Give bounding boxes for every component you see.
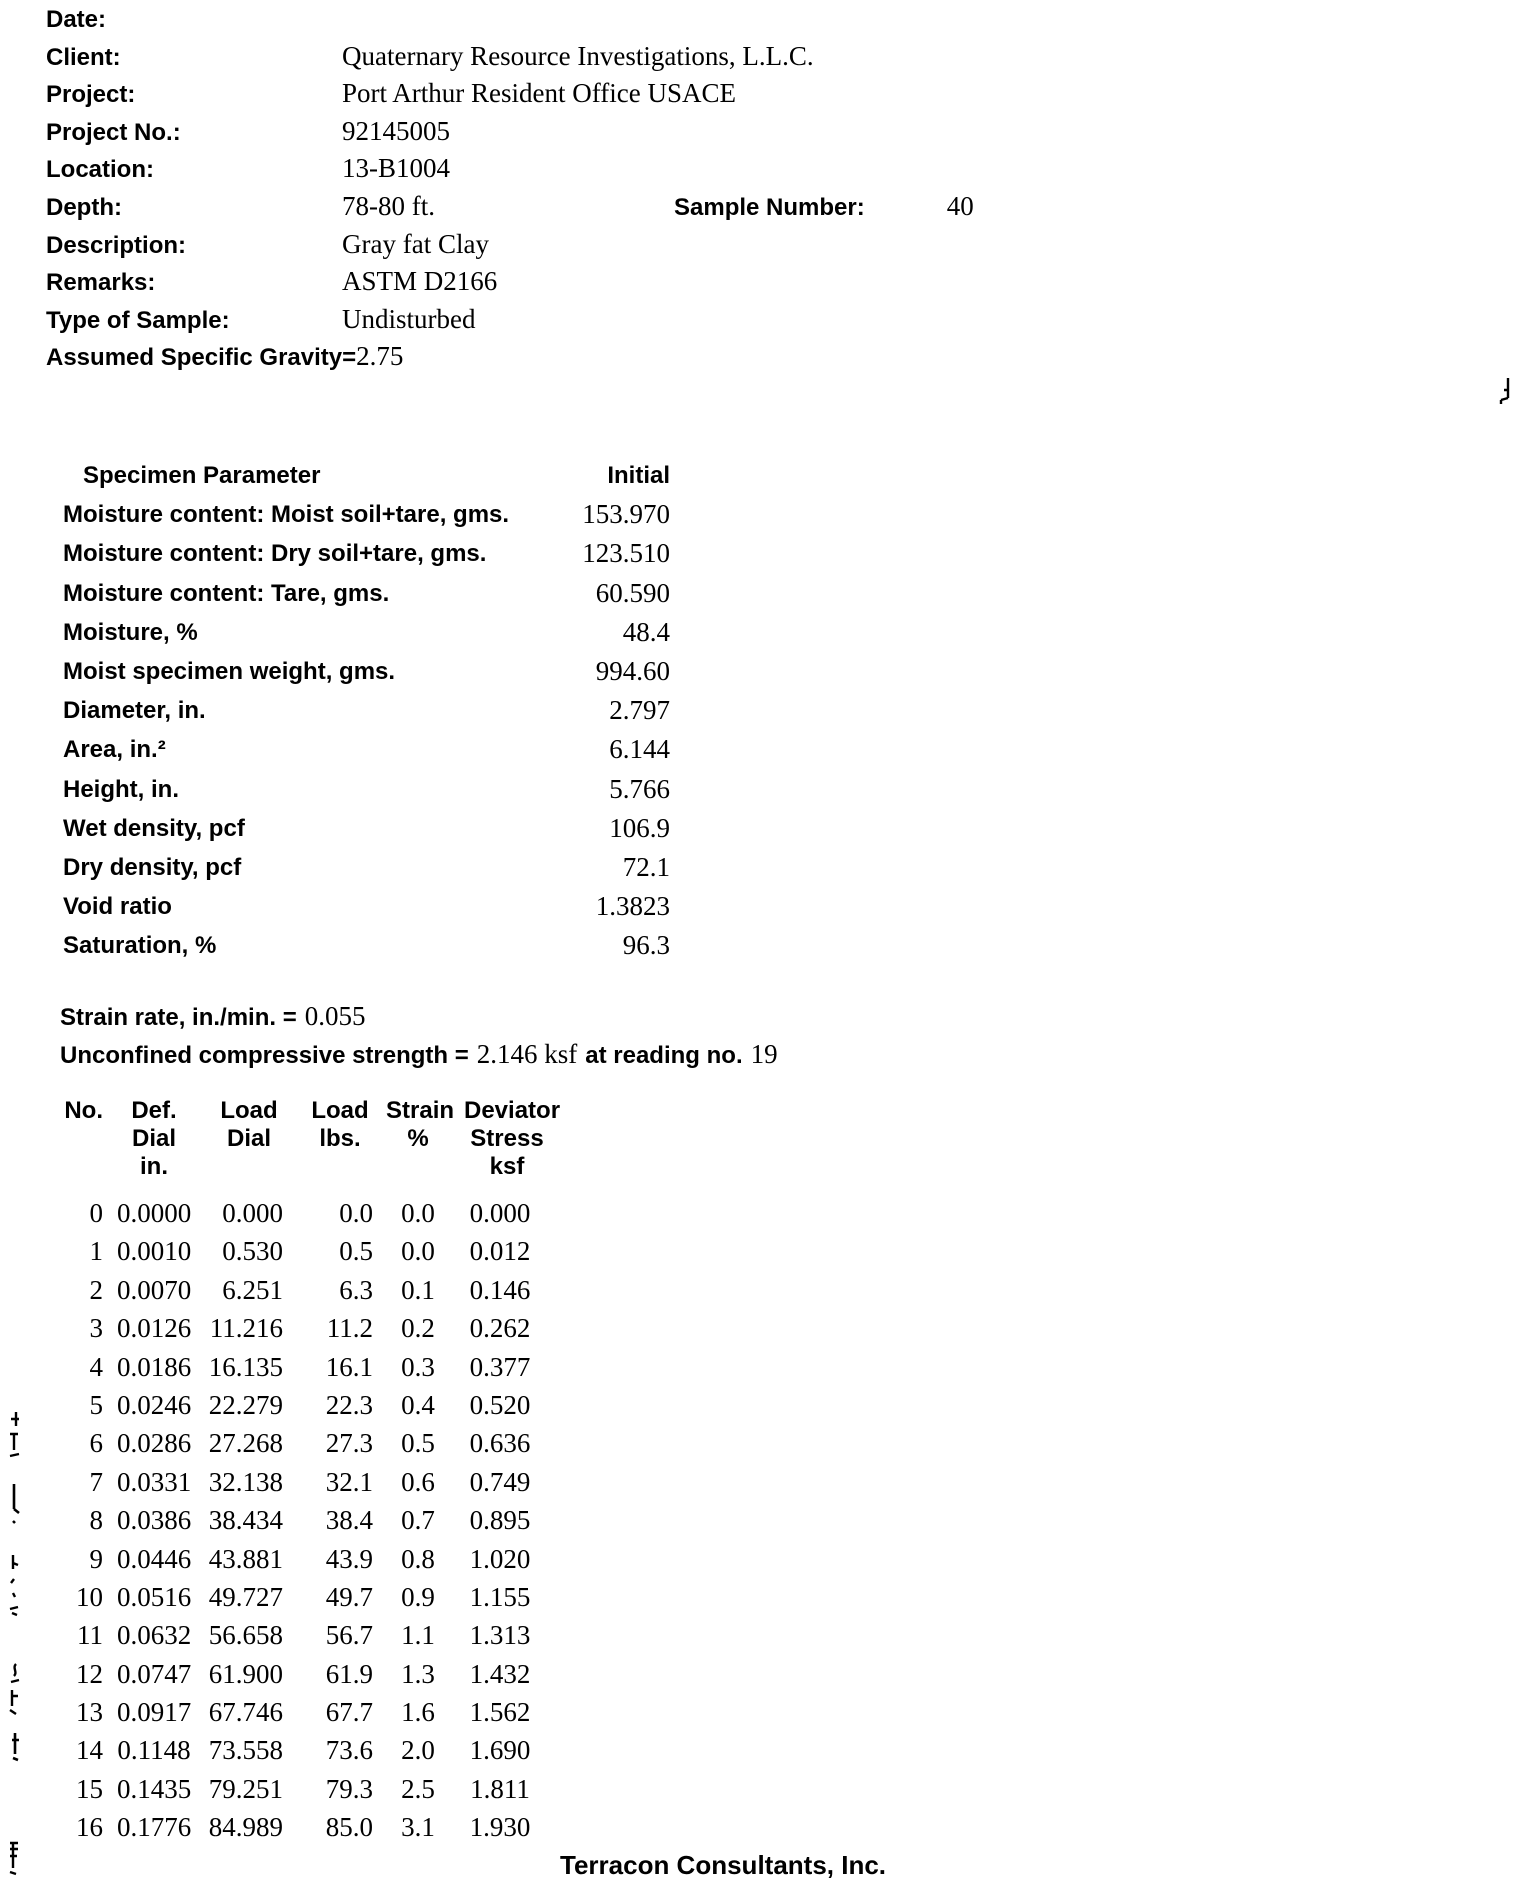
col-header-load-dial: Load Dial (220, 1097, 278, 1152)
cell-no: 13 (76, 1697, 103, 1728)
cell-load-dial: 38.434 (208, 1505, 283, 1536)
cell-deviator: 0.895 (469, 1505, 531, 1536)
readings-table-row (40, 1386, 550, 1424)
col-header-no: No. (64, 1097, 103, 1124)
cell-no: 6 (89, 1428, 103, 1459)
cell-def-dial: 0.0747 (117, 1658, 192, 1689)
header-field-row (46, 75, 1146, 113)
cell-strain: 0.7 (401, 1505, 435, 1536)
footer-company: Terracon Consultants, Inc. (560, 1850, 887, 1880)
cell-def-dial: 0.0010 (117, 1236, 192, 1267)
cell-def-dial: 0.0446 (117, 1543, 192, 1574)
cell-def-dial: 0.0246 (117, 1389, 192, 1420)
field-label: Location: (46, 156, 154, 184)
parameter-value: 96.3 (622, 930, 670, 961)
cell-deviator: 0.377 (469, 1351, 531, 1382)
readings-table-row (40, 1731, 550, 1769)
cell-strain: 3.1 (401, 1812, 435, 1843)
cell-load-lbs: 0.0 (339, 1198, 373, 1228)
cell-deviator: 1.155 (469, 1581, 531, 1612)
cell-no: 10 (76, 1581, 103, 1612)
cell-def-dial: 0.0632 (117, 1620, 192, 1651)
parameter-label: Wet density, pcf (63, 814, 245, 842)
initial-column-header: Initial (607, 462, 670, 489)
cell-no: 0 (89, 1198, 103, 1228)
cell-strain: 1.6 (401, 1697, 435, 1728)
header-field-row (46, 113, 1146, 151)
parameter-label: Moisture, % (63, 618, 198, 646)
cell-no: 5 (89, 1389, 103, 1420)
cell-strain: 0.3 (401, 1351, 435, 1382)
cell-deviator: 0.000 (469, 1198, 531, 1228)
specimen-parameter-header: Specimen Parameter (83, 462, 321, 489)
specimen-table-body (63, 495, 670, 965)
readings-table-row (40, 1463, 550, 1501)
cell-load-dial: 0.530 (222, 1236, 283, 1267)
parameter-label: Saturation, % (63, 932, 217, 960)
specimen-parameter-table (63, 456, 670, 965)
cell-load-lbs: 11.2 (326, 1313, 373, 1344)
cell-load-lbs: 67.7 (325, 1697, 373, 1728)
cell-strain: 0.2 (401, 1313, 435, 1344)
specimen-table-row (63, 652, 670, 691)
ucs-value: 2.146 ksf (476, 1038, 578, 1069)
cell-deviator: 0.520 (469, 1389, 531, 1420)
parameter-label: Area, in.² (63, 736, 166, 764)
ucs-reading-label: at reading no. (585, 1041, 743, 1069)
readings-table-row (40, 1540, 550, 1578)
cell-deviator: 1.811 (470, 1773, 530, 1804)
scan-artifact (8, 1662, 22, 1721)
strain-rate-line (60, 998, 778, 1036)
readings-table-row (40, 1232, 550, 1270)
readings-table-row (40, 1194, 550, 1232)
field-label: Project: (46, 81, 136, 109)
readings-table-row (40, 1501, 550, 1539)
cell-load-lbs: 32.1 (325, 1466, 373, 1497)
parameter-value: 1.3823 (595, 891, 670, 922)
cell-strain: 0.8 (401, 1543, 435, 1574)
cell-load-dial: 16.135 (208, 1351, 283, 1382)
readings-table-header (40, 1097, 561, 1181)
cell-deviator: 0.636 (469, 1428, 531, 1459)
cell-no: 14 (76, 1735, 103, 1766)
strain-rate-label: Strain rate, in./min. = (60, 1004, 297, 1031)
cell-load-dial: 73.558 (208, 1735, 283, 1766)
cell-load-lbs: 49.7 (325, 1581, 373, 1612)
header-field-row (46, 0, 1146, 38)
readings-table-body (40, 1194, 550, 1847)
parameter-value: 106.9 (609, 812, 670, 843)
parameter-label: Moisture content: Moist soil+tare, gms. (63, 501, 510, 529)
specimen-table-row (63, 730, 670, 769)
cell-def-dial: 0.0386 (117, 1505, 192, 1536)
specific-gravity-label: Assumed Specific Gravity= (46, 344, 357, 371)
specimen-table-row (63, 534, 670, 573)
cell-no: 15 (76, 1773, 103, 1804)
parameter-value: 153.970 (582, 499, 670, 530)
cell-deviator: 1.432 (469, 1658, 531, 1689)
cell-deviator: 0.146 (469, 1274, 531, 1305)
field-label: Type of Sample: (46, 306, 230, 334)
parameter-value: 123.510 (582, 538, 670, 569)
cell-strain: 0.0 (401, 1236, 435, 1267)
cell-load-dial: 27.268 (208, 1428, 283, 1459)
sample-number-label: Sample Number: (674, 194, 865, 221)
readings-table-row (40, 1693, 550, 1731)
cell-def-dial: 0.0516 (117, 1581, 192, 1612)
cell-load-dial: 84.989 (208, 1812, 283, 1843)
parameter-value: 5.766 (609, 773, 670, 804)
cell-no: 2 (89, 1274, 103, 1305)
col-header-deviator-stress: Deviator Stress ksf (464, 1097, 561, 1180)
parameter-label: Height, in. (63, 775, 179, 803)
specimen-table-row (63, 613, 670, 652)
scan-artifact (8, 1410, 22, 1465)
field-value: Undisturbed (342, 303, 476, 334)
readings-table-row (40, 1655, 550, 1693)
sample-number-value: 40 (946, 191, 974, 221)
header-fields (46, 0, 1146, 338)
field-label: Description: (46, 231, 187, 259)
field-value: Gray fat Clay (342, 228, 489, 259)
cell-no: 7 (89, 1466, 103, 1497)
cell-strain: 1.3 (401, 1658, 435, 1689)
cell-def-dial: 0.0917 (117, 1697, 192, 1728)
scan-artifact (10, 1483, 20, 1530)
readings-table-row (40, 1770, 550, 1808)
parameter-value: 72.1 (622, 851, 670, 882)
cell-deviator: 0.749 (469, 1466, 531, 1497)
readings-table (40, 1097, 561, 1847)
specimen-table-row (63, 809, 670, 848)
header-field-row (46, 226, 1146, 264)
field-label: Date: (46, 6, 107, 33)
readings-table-row (40, 1808, 550, 1846)
readings-table-row (40, 1424, 550, 1462)
field-value: Quaternary Resource Investigations, L.L.C. (342, 40, 814, 71)
field-label: Client: (46, 43, 121, 71)
cell-deviator: 1.020 (469, 1543, 531, 1574)
parameter-label: Moist specimen weight, gms. (63, 657, 396, 685)
scan-artifact (8, 1553, 20, 1622)
cell-load-lbs: 43.9 (325, 1543, 373, 1574)
field-value: 78-80 ft. (342, 190, 435, 221)
cell-strain: 0.9 (401, 1581, 435, 1612)
cell-def-dial: 0.0000 (117, 1198, 192, 1228)
ucs-line (60, 1036, 778, 1074)
readings-table-row (40, 1348, 550, 1386)
ucs-reading-value: 19 (750, 1038, 778, 1069)
cell-no: 1 (89, 1236, 103, 1267)
cell-load-dial: 32.138 (208, 1466, 283, 1497)
cell-strain: 2.5 (401, 1773, 435, 1804)
cell-strain: 0.4 (401, 1389, 435, 1420)
cell-load-lbs: 22.3 (325, 1389, 373, 1420)
col-header-def-dial: Def. Dial in. (131, 1097, 177, 1180)
cell-load-lbs: 6.3 (339, 1274, 373, 1305)
parameter-label: Void ratio (63, 893, 172, 921)
cell-deviator: 0.012 (469, 1236, 531, 1267)
cell-load-lbs: 61.9 (325, 1658, 373, 1689)
cell-def-dial: 0.1148 (117, 1735, 191, 1766)
cell-def-dial: 0.0286 (117, 1428, 192, 1459)
specimen-table-row (63, 691, 670, 730)
parameter-label: Moisture content: Tare, gms. (63, 579, 390, 607)
specimen-table-row (63, 848, 670, 887)
cell-load-lbs: 73.6 (325, 1735, 373, 1766)
cell-load-lbs: 79.3 (325, 1773, 373, 1804)
cell-no: 9 (89, 1543, 103, 1574)
test-summary (60, 998, 778, 1073)
field-value: Port Arthur Resident Office USACE (342, 78, 736, 109)
cell-deviator: 1.930 (469, 1812, 531, 1843)
cell-load-lbs: 16.1 (325, 1351, 373, 1382)
cell-deviator: 0.262 (469, 1313, 531, 1344)
cell-load-dial: 61.900 (208, 1658, 283, 1689)
specific-gravity-line (46, 338, 403, 376)
cell-def-dial: 0.0070 (117, 1274, 192, 1305)
cell-deviator: 1.562 (469, 1697, 531, 1728)
cell-load-dial: 49.727 (208, 1581, 283, 1612)
specific-gravity-value: 2.75 (356, 341, 404, 371)
cell-def-dial: 0.0186 (117, 1351, 192, 1382)
specimen-table-row (63, 926, 670, 965)
parameter-value: 6.144 (609, 734, 670, 765)
cell-def-dial: 0.0331 (117, 1466, 192, 1497)
parameter-label: Diameter, in. (63, 697, 206, 725)
specimen-table-row (63, 574, 670, 613)
field-label: Project No.: (46, 118, 181, 146)
cell-strain: 2.0 (401, 1735, 435, 1766)
cell-def-dial: 0.1776 (117, 1812, 192, 1843)
specimen-table-row (63, 770, 670, 809)
readings-table-row (40, 1616, 550, 1654)
sample-number (674, 188, 974, 226)
cell-deviator: 1.690 (469, 1735, 531, 1766)
cell-load-lbs: 0.5 (339, 1236, 373, 1267)
specimen-table-header (63, 456, 670, 495)
specimen-table-row (63, 887, 670, 926)
cell-load-lbs: 27.3 (325, 1428, 373, 1459)
header-field-row (46, 38, 1146, 76)
cell-strain: 0.1 (401, 1274, 435, 1305)
cell-load-lbs: 85.0 (325, 1812, 373, 1843)
cell-deviator: 1.313 (469, 1620, 531, 1651)
cell-no: 11 (77, 1620, 103, 1651)
cell-strain: 1.1 (401, 1620, 435, 1651)
cell-strain: 0.0 (401, 1198, 435, 1228)
cell-def-dial: 0.0126 (117, 1313, 192, 1344)
readings-table-row (40, 1309, 550, 1347)
header-field-row (46, 188, 1146, 226)
field-value: 13-B1004 (342, 153, 450, 184)
cell-load-dial: 67.746 (208, 1697, 283, 1728)
ucs-label: Unconfined compressive strength = (60, 1041, 469, 1069)
cell-load-dial: 43.881 (208, 1543, 283, 1574)
cell-load-dial: 22.279 (208, 1389, 283, 1420)
scan-artifact (10, 1732, 22, 1767)
cell-no: 8 (89, 1505, 103, 1536)
readings-table-row (40, 1271, 550, 1309)
field-value: ASTM D2166 (342, 266, 498, 297)
cell-no: 12 (76, 1658, 103, 1689)
parameter-value: 2.797 (609, 695, 670, 726)
cell-load-dial: 6.251 (222, 1274, 283, 1305)
cell-load-dial: 79.251 (208, 1773, 283, 1804)
field-label: Remarks: (46, 269, 156, 297)
header-field-row (46, 301, 1146, 339)
header-field-row (46, 263, 1146, 301)
parameter-label: Moisture content: Dry soil+tare, gms. (63, 540, 487, 568)
field-value: 92145005 (342, 115, 450, 146)
scan-artifact (7, 1840, 21, 1881)
cell-load-dial: 56.658 (208, 1620, 283, 1651)
strain-rate-value: 0.055 (304, 1001, 366, 1031)
specimen-table-row (63, 495, 670, 534)
parameter-value: 48.4 (622, 616, 670, 647)
field-label: Depth: (46, 193, 122, 221)
cell-load-lbs: 56.7 (325, 1620, 373, 1651)
cell-load-dial: 0.000 (222, 1198, 283, 1228)
col-header-load-lbs: Load lbs. (311, 1097, 369, 1152)
parameter-value: 994.60 (595, 655, 670, 686)
cell-load-dial: 11.216 (209, 1313, 283, 1344)
parameter-value: 60.590 (595, 577, 670, 608)
scan-artifact (1496, 376, 1514, 413)
cell-load-lbs: 38.4 (325, 1505, 373, 1536)
cell-strain: 0.6 (401, 1466, 435, 1497)
cell-no: 4 (89, 1351, 103, 1382)
readings-table-row (40, 1578, 550, 1616)
cell-def-dial: 0.1435 (117, 1773, 192, 1804)
col-header-strain: Strain % (386, 1097, 455, 1152)
cell-no: 16 (76, 1812, 103, 1843)
header-field-row (46, 150, 1146, 188)
cell-strain: 0.5 (401, 1428, 435, 1459)
cell-no: 3 (89, 1313, 103, 1344)
parameter-label: Dry density, pcf (63, 853, 242, 881)
